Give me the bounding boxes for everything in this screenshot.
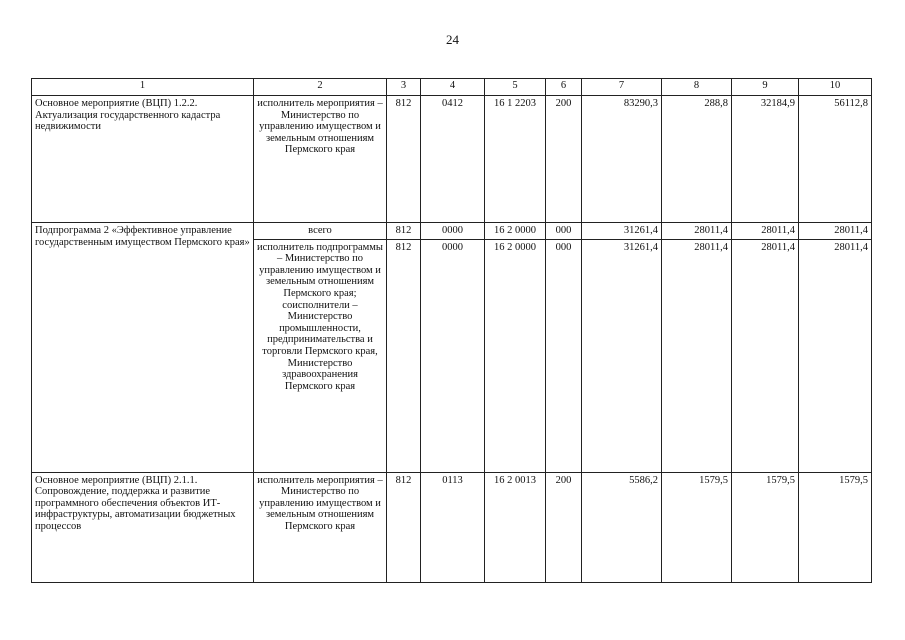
header-cell: 2: [254, 79, 387, 96]
amount-cell: 1579,5: [662, 472, 732, 582]
table-row: [32, 223, 872, 240]
table-row: [32, 96, 872, 223]
amount-cell: 288,8: [662, 96, 732, 223]
code-cell: 16 2 0000: [485, 239, 546, 472]
header-cell: 7: [582, 79, 662, 96]
code-cell: 0113: [421, 472, 485, 582]
code-cell: 16 2 0013: [485, 472, 546, 582]
table-header-row: [32, 79, 872, 96]
header-cell: 10: [799, 79, 872, 96]
executor-cell: всего: [254, 223, 387, 240]
code-cell: 200: [546, 96, 582, 223]
co-executor-text: Министерство здравоохранения Пермского края: [282, 357, 358, 392]
code-cell: 0000: [421, 223, 485, 240]
amount-cell: 28011,4: [662, 223, 732, 240]
code-cell: 000: [546, 223, 582, 240]
code-cell: 000: [546, 239, 582, 472]
code-cell: 812: [387, 96, 421, 223]
program-name-cell: Основное мероприятие (ВЦП) 2.1.1. Сопровождение, поддержка и развитие программного обеспечения объектов ИТ-инфраструктуры, автоматизации бюджетных процессов: [32, 472, 254, 582]
amount-cell: 32184,9: [732, 96, 799, 223]
table-row: [32, 472, 872, 582]
header-cell: 8: [662, 79, 732, 96]
co-executor-text: соисполнители – Министерство промышленности, предпринимательства и торговли Пермского края,: [262, 299, 378, 357]
code-cell: 812: [387, 472, 421, 582]
amount-cell: 1579,5: [732, 472, 799, 582]
amount-cell: 5586,2: [582, 472, 662, 582]
budget-table: [31, 78, 872, 583]
executor-cell: исполнитель мероприятия – Министерство по управлению имуществом и земельным отношениям Пермского края: [254, 472, 387, 582]
header-cell: 5: [485, 79, 546, 96]
amount-cell: 28011,4: [799, 223, 872, 240]
code-cell: 812: [387, 223, 421, 240]
amount-cell: 83290,3: [582, 96, 662, 223]
header-cell: 3: [387, 79, 421, 96]
program-name-cell: Подпрограмма 2 «Эффективное управление государственным имуществом Пермского края»: [32, 223, 254, 473]
code-cell: 812: [387, 239, 421, 472]
program-name-cell: Основное мероприятие (ВЦП) 1.2.2. Актуализация государственного кадастра недвижимости: [32, 96, 254, 223]
header-cell: 9: [732, 79, 799, 96]
executor-cell: [254, 239, 387, 472]
code-cell: 16 1 2203: [485, 96, 546, 223]
amount-cell: 56112,8: [799, 96, 872, 223]
executor-cell: исполнитель мероприятия – Министерство по управлению имуществом и земельным отношениям Пермского края: [254, 96, 387, 223]
amount-cell: 28011,4: [732, 223, 799, 240]
amount-cell: 28011,4: [799, 239, 872, 472]
code-cell: 16 2 0000: [485, 223, 546, 240]
amount-cell: 28011,4: [732, 239, 799, 472]
header-cell: 6: [546, 79, 582, 96]
header-cell: 4: [421, 79, 485, 96]
executor-text: исполнитель подпрограммы – Министерство по управлению имуществом и земельным отношениям Пермского края;: [257, 241, 383, 299]
page-number: 24: [446, 32, 459, 47]
code-cell: 0412: [421, 96, 485, 223]
code-cell: 200: [546, 472, 582, 582]
code-cell: 0000: [421, 239, 485, 472]
amount-cell: 31261,4: [582, 239, 662, 472]
header-cell: 1: [32, 79, 254, 96]
amount-cell: 1579,5: [799, 472, 872, 582]
amount-cell: 28011,4: [662, 239, 732, 472]
amount-cell: 31261,4: [582, 223, 662, 240]
